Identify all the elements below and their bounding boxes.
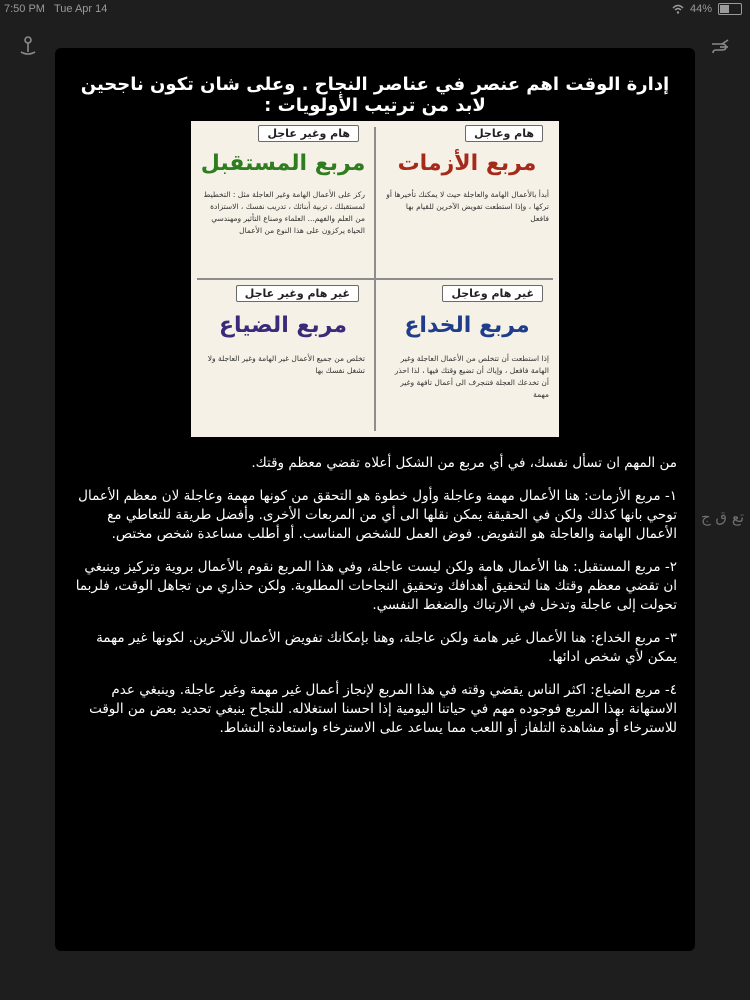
quadrant-tag: غير هام وعاجل — [442, 285, 543, 302]
photo-panel[interactable] — [55, 48, 695, 951]
page-title: إدارة الوقت اهم عنصر في عناصر النجاح . وعلى شان تكون ناجحين لابد من ترتيب الأولويات : — [80, 74, 670, 116]
quadrant-description: ركز على الأعمال الهامة وغير العاجلة مثل : التخطيط لمستقبلك ، تربية أبنائك ، تدريب نفسك ، الاستزادة من العلم والفهم... العلماء وصناع التأثير ومهندسي الحياة يركزون على هذا النوع من الأعمال — [203, 190, 365, 235]
quadrant-future — [191, 121, 375, 279]
quadrant-description: أبدأ بالأعمال الهامة والعاجلة حيث لا يمكنك تأخيرها أو تركها ، وإذا استطعت تفويض الآخرين للقيام بها فافعل — [386, 190, 549, 223]
quadrant-title: مربع الأزمات — [397, 151, 537, 176]
quadrant-title: مربع المستقبل — [200, 151, 366, 176]
status-time-text: 7:50 PM — [4, 3, 45, 15]
background-text: تع ق ج — [700, 508, 744, 526]
status-bar — [0, 0, 750, 22]
battery-icon — [718, 3, 742, 15]
body-text — [73, 454, 677, 752]
paragraph-waste: ٤- مربع الضياع: اكثر الناس يقضي وقته في هذا المربع لإنجاز أعمال غير مهمة وغير عاجلة. وينبغي عدم الاستهانة بهذا المربع فوجوده مهم في حياتنا اليومية إذا احسنا استغلاله. للنجاح ينبغي تحديد بعض من الوقت للاسترخاء أو مشاهدة التلفاز أو اللعب مما يساعد على الاسترخاء واستعادة النشاط. — [89, 682, 677, 736]
quadrant-title: مربع الخداع — [404, 313, 530, 338]
status-date-text: Tue Apr 14 — [53, 3, 108, 15]
quadrant-tag: هام وعاجل — [465, 125, 543, 142]
battery-percent: 44% — [689, 3, 712, 15]
pin-icon[interactable] — [16, 34, 40, 58]
priority-matrix — [191, 121, 559, 437]
paragraph-future: ٢- مربع المستقبل: هنا الأعمال هامة ولكن ليست عاجلة، وفي هذا المربع نقوم بالأعمال بروية وتركيز وينبغي ان تقضي معظم وقتك هنا لتحقيق أهدافك وتحقيق النجاحات المطلوبة. ولكن حذاري من تجاهل الوقت، فلربما تحولت إلى عاجلة وتدخل في الارتباك والضغط النفسي. — [75, 559, 677, 613]
paragraph-intro: من المهم ان تسأل نفسك، في أي مربع من الشكل أعلاه تقضي معظم وقتك. — [251, 455, 677, 471]
paragraph-deception: ٣- مربع الخداع: هنا الأعمال غير هامة ولكن عاجلة، وهنا بإمكانك تفويض الأعمال للآخرين. لكونها غير مهمة يمكن لأي شخص ادائها. — [96, 630, 677, 665]
share-hand-icon[interactable] — [708, 34, 732, 58]
quadrant-tag: هام وغير عاجل — [258, 125, 359, 142]
paragraph-crises: ١- مربع الأزمات: هنا الأعمال مهمة وعاجلة وأول خطوة هو التحقق من كونها مهمة وعاجلة لان معظم الأعمال توحي بانها كذلك ولكن في الحقيقة يمكن نقلها الى أي من المربعات الأخرى. وأفضل طريقة للتعاطي مع الأعمال الهامة والعاجلة هو التفويض. فوض العمل للشخص المناسب. أو أطلب مساعدة شخص مختص. — [78, 488, 677, 542]
quadrant-tag: غير هام وغير عاجل — [236, 285, 359, 302]
quadrant-deception — [375, 279, 559, 437]
quadrant-crises — [375, 121, 559, 279]
status-right — [672, 3, 742, 15]
status-time — [4, 3, 107, 15]
wifi-icon — [672, 4, 684, 14]
quadrant-title: مربع الضياع — [218, 313, 347, 338]
quadrant-description: إذا استطعت أن تتخلص من الأعمال العاجلة وغير الهامة فافعل ، وإياك أن تضيع وقتك فيها ، لذا احذر أن تخدعك العجلة فتنجرف الى أعمال تافهة وغير مهمة — [394, 354, 549, 399]
quadrant-waste — [191, 279, 375, 437]
quadrant-description: تخلص من جميع الأعمال غير الهامة وغير العاجلة ولا تشغل نفسك بها — [207, 354, 365, 375]
